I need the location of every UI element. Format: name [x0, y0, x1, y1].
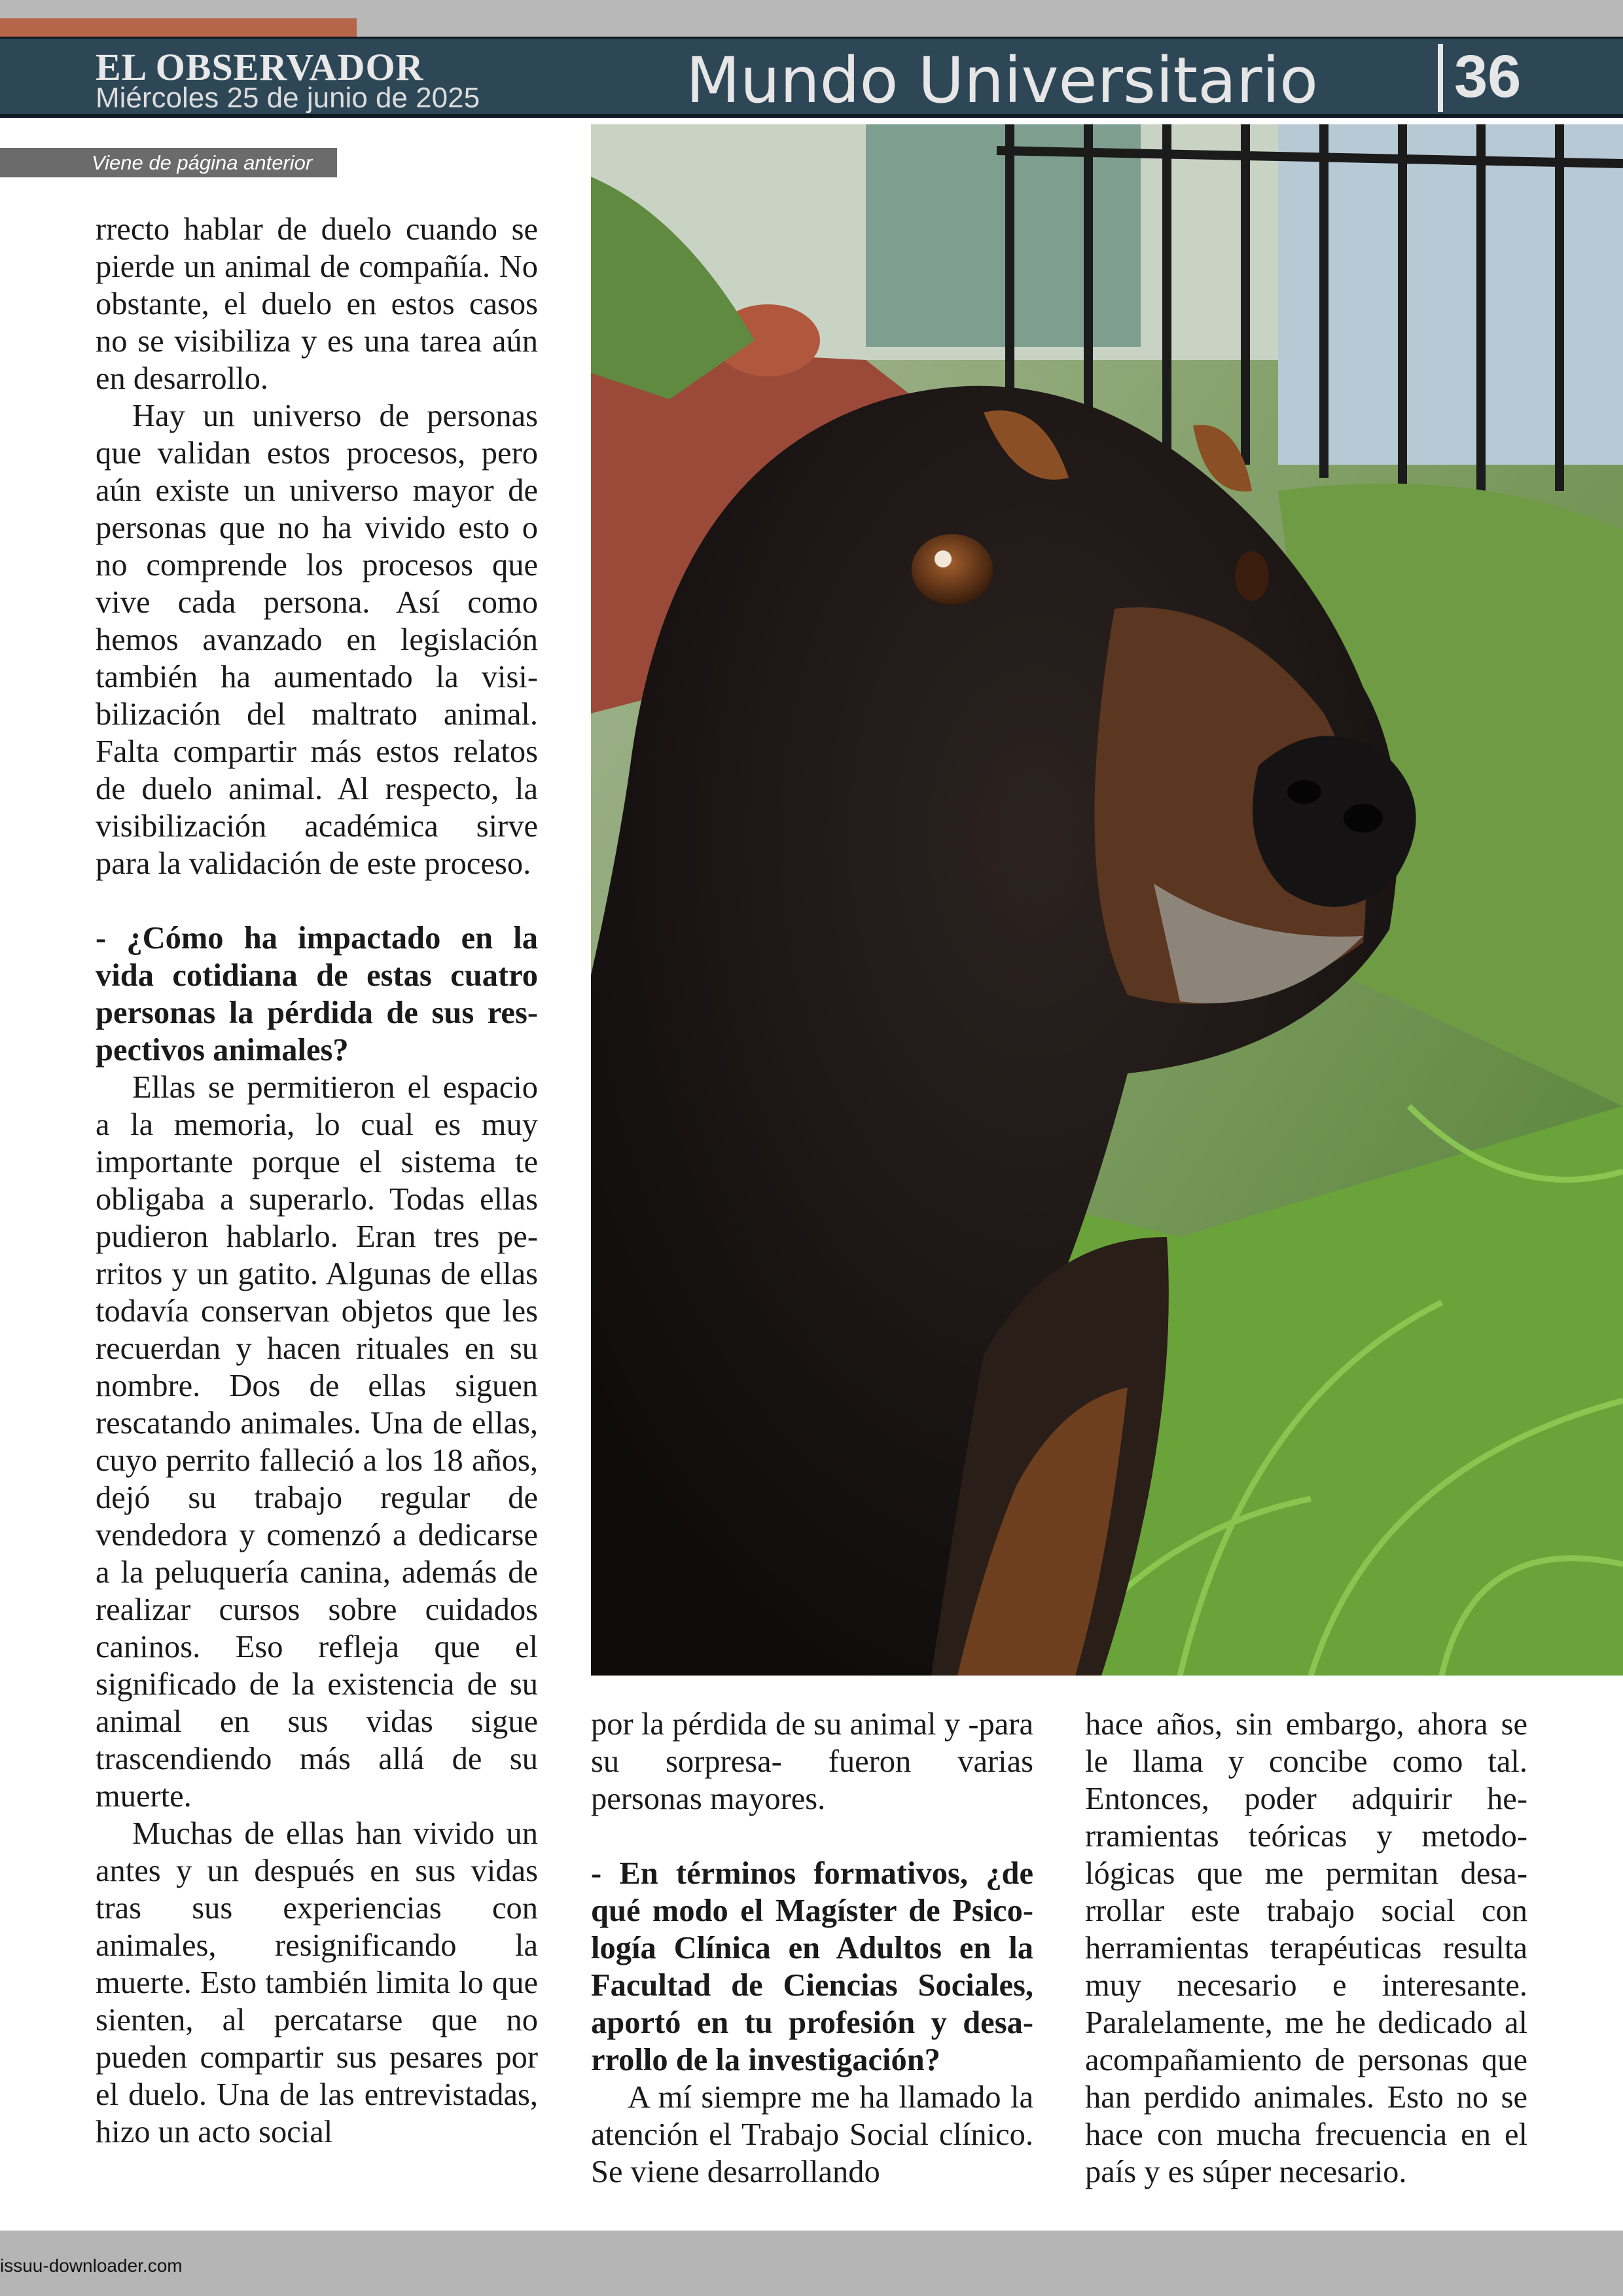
dog-photo	[591, 124, 1623, 1676]
paragraph: A mí siempre me ha llamado la atención el Trabajo Social clínico. Se viene desarrollando	[591, 2080, 1033, 2189]
paragraph: rrecto hablar de duelo cuando se pierde un animal de compañía. No obstante, el duelo en estos casos no se visibiliza y es una tarea aún en desarrollo.	[96, 212, 538, 396]
source-watermark: issuu-downloader.com	[0, 2255, 183, 2276]
interview-question: - ¿Cómo ha impactado en la vida cotidiana de estas cuatro personas la pérdida de sus respectivos animales?	[96, 921, 538, 1067]
article-column-3	[1085, 1706, 1527, 2191]
page-footer	[0, 2231, 1623, 2296]
accent-bar	[0, 18, 357, 37]
paragraph: hace años, sin embargo, ahora se le llama y concibe como tal. Entonces, poder adquirir herramientas teóricas y metodológicas que me permitan desarrollar este trabajo social con herramientas terapéuticas resulta muy necesario e interesante. Paralelamente, me he dedicado al acompañamiento de personas que han perdido animales. Esto no se hace con mucha frecuencia en el país y es súper necesario.	[1085, 1707, 1527, 2189]
paragraph: por la pérdida de su animal y -para su sorpresa- fueron varias personas mayores.	[591, 1707, 1033, 1816]
interview-question: - En términos formativos, ¿de qué modo el Magíster de Psicología Clínica en Adultos en la Facultad de Ciencias Sociales, aportó en tu profesión y desarrollo de la investigación?	[591, 1856, 1033, 2077]
header-divider	[1438, 44, 1443, 112]
issue-date: Miércoles 25 de junio de 2025	[96, 82, 480, 114]
page-number: 36	[1454, 43, 1522, 110]
article-column-2	[591, 1706, 1033, 2191]
section-title: Mundo Universitario	[686, 44, 1318, 117]
paragraph: Ellas se permitieron el espacio a la memoria, lo cual es muy importante porque el sistema te obligaba a superarlo. Todas ellas pudieron hablarlo. Eran tres perritos y un gatito. Algunas de ellas todavía conservan objetos que les recuerdan y hacen rituales en su nombre. Dos de ellas siguen rescatando animales. Una de ellas, cuyo perrito falleció a los 18 años, dejó su trabajo regular de vendedora y comenzó a dedicarse a la peluquería canina, además de realizar cursos sobre cuidados caninos. Eso refleja que el significado de la existencia de su animal en sus vidas sigue trascendiendo más allá de su muerte.	[96, 1070, 538, 1814]
paragraph: Hay un universo de personas que validan estos procesos, pero aún existe un universo mayor de personas que no ha vivido esto o no comprende los procesos que vive cada persona. Así como hemos avanzado en legislación también ha aumentado la visibilización del maltrato animal. Falta compartir más estos relatos de duelo animal. Al respecto, la visibilización académica sirve para la validación de este proceso.	[96, 399, 538, 881]
paragraph: Muchas de ellas han vivido un antes y un después en sus vidas tras sus experiencias con animales, resignificando la muerte. Esto también limita lo que sienten, al percatarse que no pueden compartir sus pesares por el duelo. Una de las entrevistadas, hizo un acto social	[96, 1816, 538, 2149]
article-column-1	[96, 211, 538, 2151]
continued-from-label: Viene de página anterior	[0, 148, 337, 177]
page-header	[0, 37, 1623, 118]
newspaper-name: EL OBSERVADOR	[96, 46, 424, 88]
